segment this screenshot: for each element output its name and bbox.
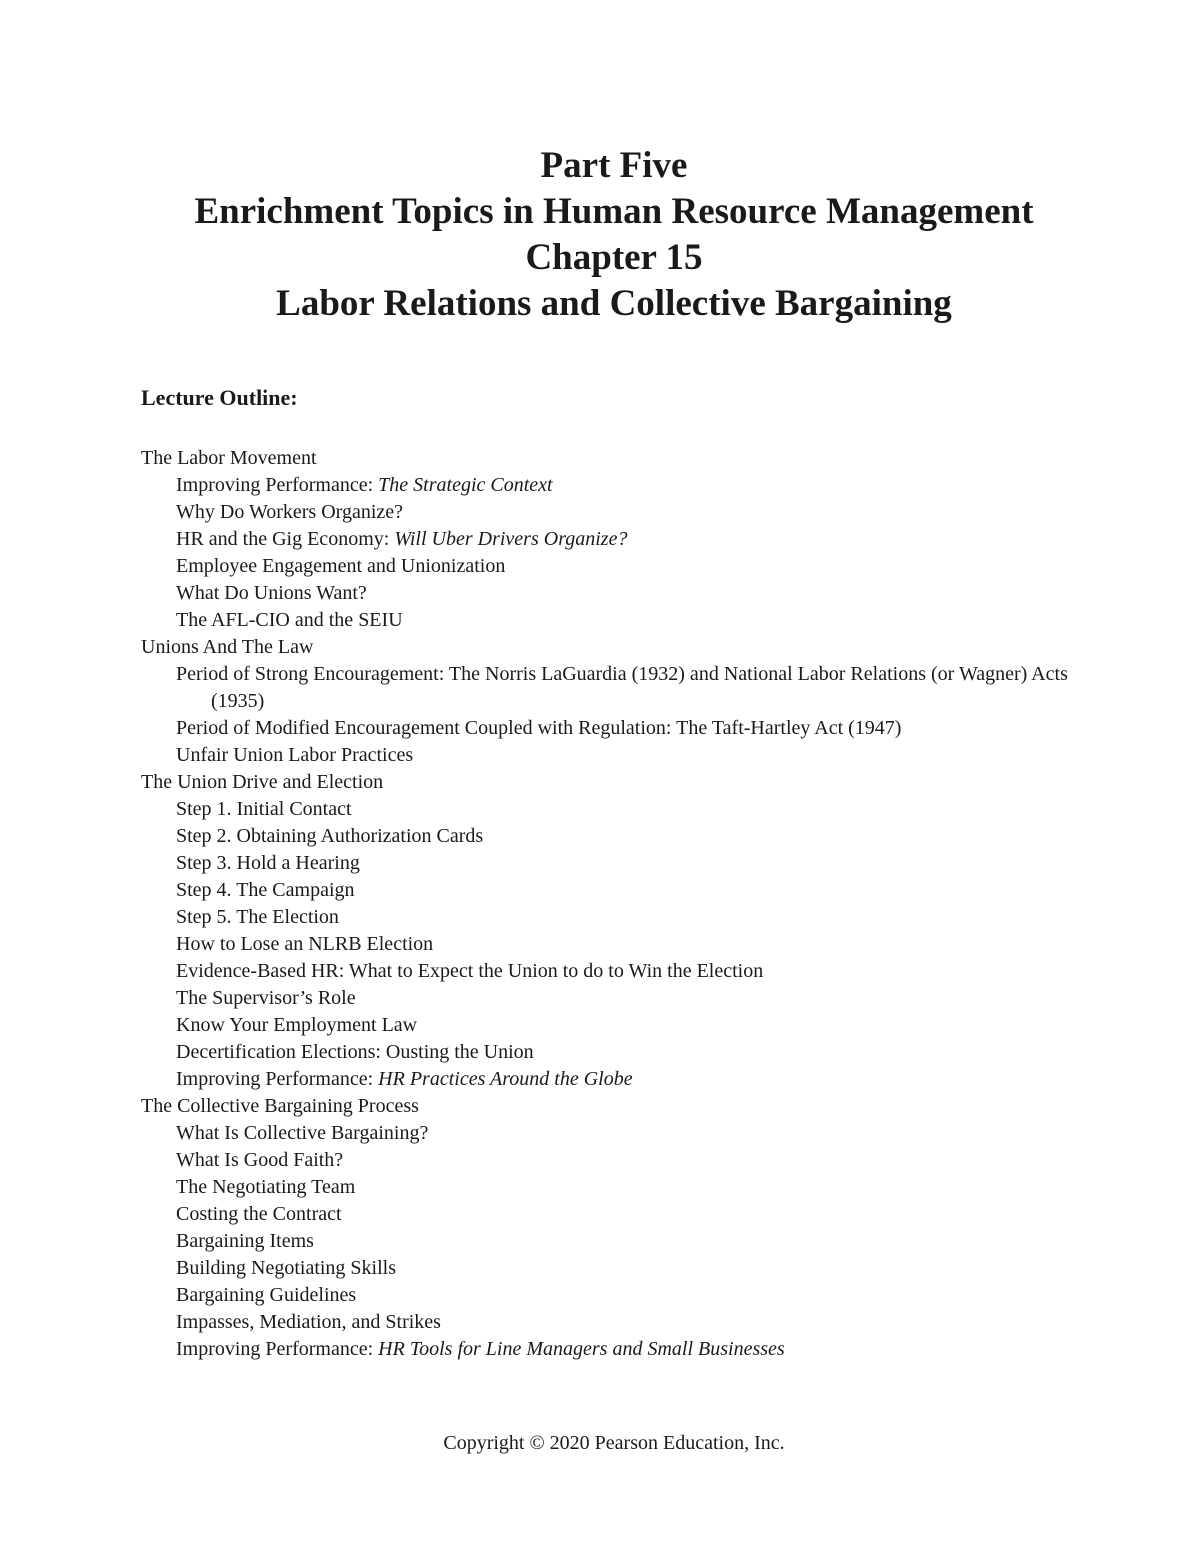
outline-item-text: HR and the Gig Economy: — [176, 528, 395, 550]
outline-subitem — [141, 499, 1141, 526]
outline-section — [141, 634, 1141, 661]
outline-subitem — [141, 661, 1101, 715]
outline-item-text: Evidence-Based HR: What to Expect the Union to do to Win the Election — [176, 960, 764, 982]
outline-subitem — [141, 796, 1141, 823]
part-label: Part Five — [540, 145, 688, 186]
outline-item-text: Employee Engagement and Unionization — [176, 555, 506, 577]
outline-item-text: Building Negotiating Skills — [176, 1257, 397, 1279]
outline-subitem — [141, 472, 1141, 499]
outline-item-text: Unions And The Law — [141, 636, 314, 658]
title-block — [0, 143, 1200, 327]
outline-subitem — [141, 1255, 1141, 1282]
outline-subitem — [141, 1174, 1141, 1201]
outline-subitem — [141, 1309, 1141, 1336]
outline-subitem — [141, 1012, 1141, 1039]
outline-subitem — [141, 715, 1141, 742]
outline-item-text: Costing the Contract — [176, 1203, 342, 1225]
outline-item-feature-title: HR Practices Around the Globe — [378, 1068, 633, 1090]
outline-subitem — [141, 1120, 1141, 1147]
outline-subitem — [141, 1201, 1141, 1228]
outline-item-text: Improving Performance: — [176, 1068, 379, 1090]
outline-item-text: Impasses, Mediation, and Strikes — [176, 1311, 441, 1333]
outline-subitem — [141, 1336, 1141, 1363]
outline-subitem — [141, 877, 1141, 904]
outline-section — [141, 769, 1141, 796]
copyright-footer: Copyright © 2020 Pearson Education, Inc. — [443, 1432, 785, 1454]
outline-subitem — [141, 904, 1141, 931]
chapter-label: Chapter 15 — [525, 237, 703, 278]
outline-item-text: Step 2. Obtaining Authorization Cards — [176, 825, 484, 847]
outline-subitem — [141, 526, 1141, 553]
outline-subitem — [141, 1147, 1141, 1174]
outline-item-text: Bargaining Items — [176, 1230, 314, 1252]
outline-item-text: Period of Strong Encouragement: The Norris LaGuardia (1932) and National Labor Relations (or Wagner) Acts (1935) — [176, 663, 1068, 712]
outline-item-text: Decertification Elections: Ousting the Union — [176, 1041, 534, 1063]
lecture-outline-heading: Lecture Outline: — [141, 385, 298, 410]
outline-item-text: What Is Collective Bargaining? — [176, 1122, 429, 1144]
outline-subitem — [141, 823, 1141, 850]
outline-item-text: Unfair Union Labor Practices — [176, 744, 414, 766]
outline-subitem — [141, 607, 1141, 634]
chapter-title: Labor Relations and Collective Bargaining — [276, 283, 952, 324]
outline-subitem — [141, 1039, 1141, 1066]
outline-subitem — [141, 931, 1141, 958]
outline-item-text: The AFL-CIO and the SEIU — [176, 609, 403, 631]
outline-item-text: The Labor Movement — [141, 447, 317, 469]
outline-subitem — [141, 958, 1141, 985]
lecture-outline-list — [141, 445, 1141, 1363]
outline-item-text: Improving Performance: — [176, 474, 379, 496]
outline-item-text: The Negotiating Team — [176, 1176, 356, 1198]
outline-subitem — [141, 985, 1141, 1012]
outline-subitem — [141, 1282, 1141, 1309]
outline-section — [141, 445, 1141, 472]
outline-item-text: What Do Unions Want? — [176, 582, 367, 604]
outline-item-text: Period of Modified Encouragement Coupled with Regulation: The Taft-Hartley Act (1947) — [176, 717, 902, 739]
outline-subitem — [141, 553, 1141, 580]
outline-subitem — [141, 1228, 1141, 1255]
outline-item-text: Why Do Workers Organize? — [176, 501, 404, 523]
outline-item-feature-title: The Strategic Context — [378, 474, 553, 496]
outline-item-feature-title: HR Tools for Line Managers and Small Businesses — [378, 1338, 785, 1360]
outline-item-text: Bargaining Guidelines — [176, 1284, 357, 1306]
outline-subitem — [141, 742, 1141, 769]
outline-item-text: How to Lose an NLRB Election — [176, 933, 434, 955]
outline-item-text: Step 1. Initial Contact — [176, 798, 352, 820]
outline-item-text: The Supervisor’s Role — [176, 987, 356, 1009]
outline-item-text: The Union Drive and Election — [141, 771, 384, 793]
outline-item-text: Step 4. The Campaign — [176, 879, 355, 901]
outline-item-text: Improving Performance: — [176, 1338, 379, 1360]
outline-subitem — [141, 580, 1141, 607]
outline-subitem — [141, 1066, 1141, 1093]
outline-item-text: Know Your Employment Law — [176, 1014, 418, 1036]
outline-item-text: Step 5. The Election — [176, 906, 339, 928]
outline-item-text: What Is Good Faith? — [176, 1149, 344, 1171]
outline-item-feature-title: Will Uber Drivers Organize? — [394, 528, 628, 550]
part-title: Enrichment Topics in Human Resource Management — [194, 191, 1034, 232]
outline-item-text: The Collective Bargaining Process — [141, 1095, 419, 1117]
outline-section — [141, 1093, 1141, 1120]
outline-subitem — [141, 850, 1141, 877]
outline-item-text: Step 3. Hold a Hearing — [176, 852, 360, 874]
